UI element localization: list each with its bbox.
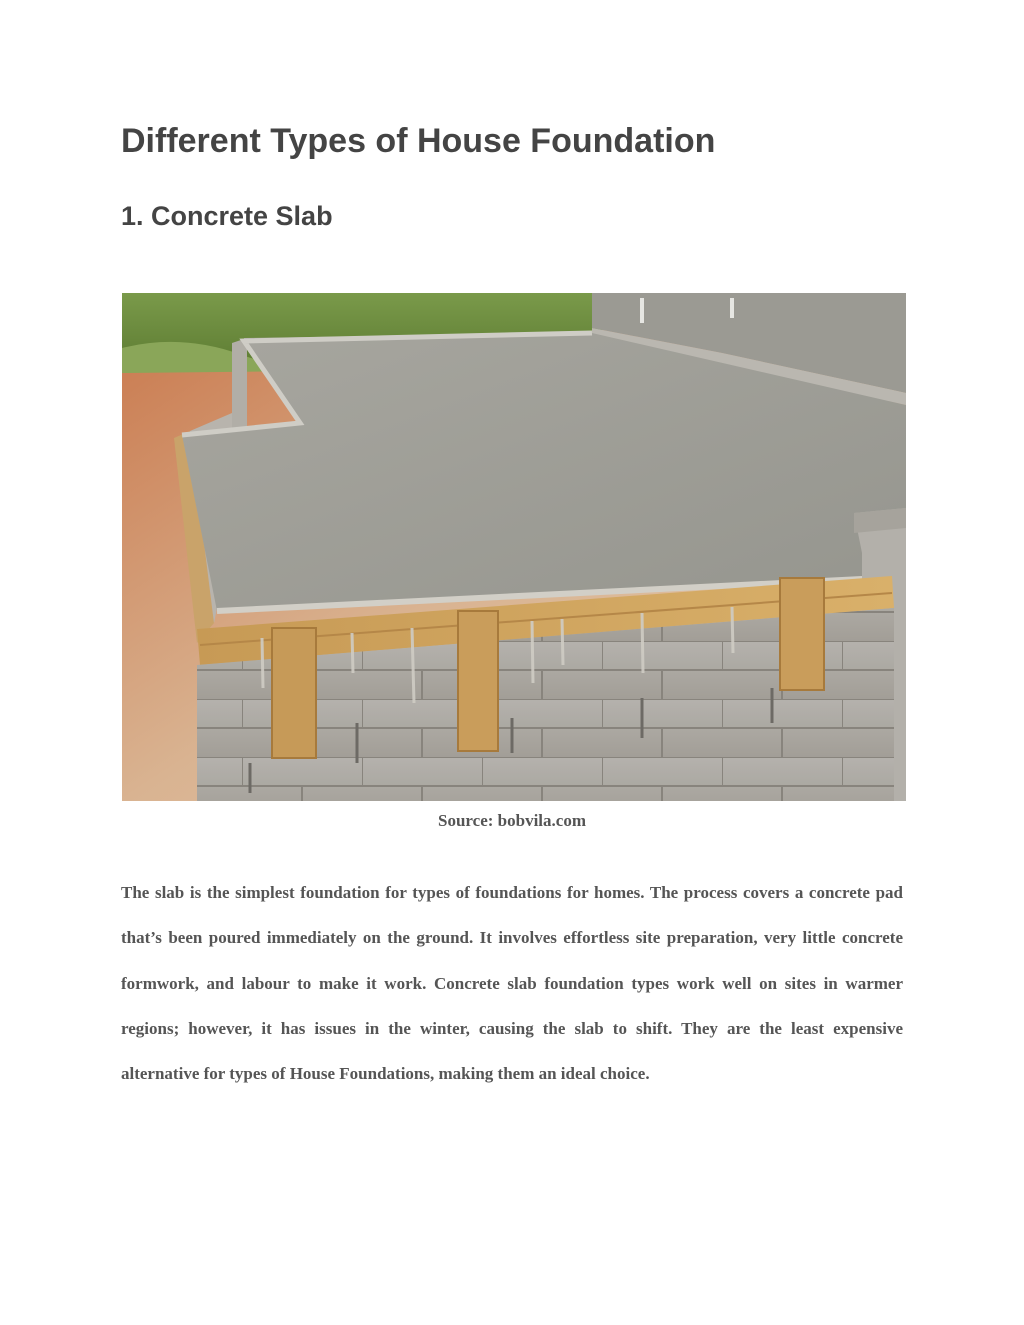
concrete-slab-foundation-photo-icon	[122, 293, 906, 801]
section-heading: 1. Concrete Slab	[121, 201, 333, 231]
concrete-slab-photo	[122, 293, 906, 801]
body-paragraph: The slab is the simplest foundation for types of foundations for homes. The process covers a concrete pad that’s been poured immediately on the ground. It involves effortless site preparation, very little concrete formwork, and labour to make it work. Concrete slab foundation types work well on sites in warmer regions; however, it has issues in the winter, causing the slab to shift. They are the least expensive alternative for types of House Foundations, making them an ideal choice.	[121, 883, 903, 1084]
page-title: Different Types of House Foundation	[121, 122, 716, 160]
image-caption: Source: bobvila.com	[438, 811, 586, 830]
